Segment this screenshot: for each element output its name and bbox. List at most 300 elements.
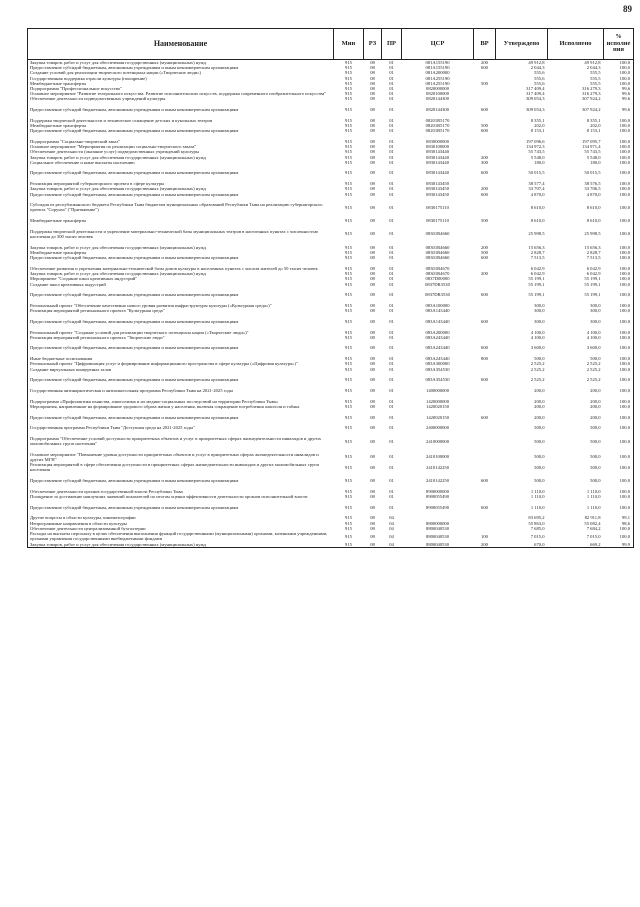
row-percent: 100,0	[619, 181, 630, 187]
row-percent: 100,0	[619, 292, 630, 298]
row-pr: 01	[389, 138, 394, 144]
row-rz: 08	[370, 302, 375, 308]
row-rz: 08	[370, 478, 375, 484]
row-percent: 100,0	[619, 170, 630, 176]
row-name: Реализация мероприятий губернаторского проекта в сфере культуры	[30, 181, 165, 187]
row-vr	[474, 452, 496, 462]
row-percent: 100,0	[619, 80, 630, 86]
row-approved: 500,0	[534, 356, 545, 362]
row-pr: 01	[389, 438, 394, 444]
row-pr: 01	[389, 387, 394, 393]
row-percent: 100,0	[619, 464, 630, 470]
row-executed: 3 600,0	[586, 345, 601, 351]
row-pr: 01	[389, 276, 394, 282]
row-pr: 01	[389, 377, 394, 383]
row-min: 915	[345, 80, 352, 86]
row-name: Подпрограмма "Социально-творческий заказ"	[30, 138, 121, 144]
row-percent: 100,0	[619, 159, 630, 165]
row-executed: 307 924,2	[582, 96, 601, 102]
row-vr	[474, 436, 496, 446]
row-csr: 0830143440	[426, 149, 449, 155]
row-executed: 2 525,2	[586, 377, 601, 383]
row-percent: 100,0	[619, 154, 630, 160]
row-rz: 08	[370, 366, 375, 372]
row-pr: 01	[389, 356, 394, 362]
row-percent: 100,0	[619, 281, 630, 287]
row-csr: 2410100000	[426, 454, 449, 460]
row-min: 915	[345, 488, 352, 494]
row-name: Закупка товаров, работ и услуг для обеспечения государственных (муниципальных) нужд	[30, 186, 206, 192]
row-approved: 555,6	[534, 75, 545, 81]
row-rz: 08	[370, 414, 375, 420]
row-percent: 100,0	[619, 318, 630, 324]
row-approved: 670,0	[534, 541, 545, 547]
row-name: Реализация мероприятий регионального проекта "Творческие люди"	[30, 334, 165, 340]
row-vr: 200	[481, 60, 488, 65]
row-vr: 600	[481, 65, 488, 71]
row-csr: 8900055490	[426, 494, 449, 500]
row-name: Региональный проект "Создание условий для реализации творческого потенциала нации («Творческие люди»)"	[30, 329, 249, 335]
row-pr: 01	[389, 318, 394, 324]
row-executed: 1 110,0	[586, 504, 601, 510]
col-header-executed: Исполнено	[548, 29, 604, 60]
row-name: Социальное обеспечение и иные выплаты населению	[30, 159, 135, 165]
row-percent: 100,0	[619, 403, 630, 409]
table-row	[28, 202, 634, 212]
row-executed: 180,0	[590, 159, 601, 165]
row-rz: 08	[370, 144, 375, 150]
row-name: Государственная поддержка отрасли культуры (поощрение)	[30, 75, 147, 81]
row-executed: 8 610,0	[586, 218, 601, 224]
row-vr: 500	[481, 123, 488, 129]
row-percent: 100,0	[619, 525, 630, 531]
row-name: Создание условий для реализации творческого потенциала нации («Творческие люди»)	[30, 70, 202, 76]
row-executed: 555,5	[590, 70, 601, 76]
table-row	[28, 462, 634, 472]
row-executed: 33 706,5	[584, 186, 601, 192]
col-header-min: Мин	[334, 29, 364, 60]
row-pr: 01	[389, 361, 394, 367]
row-percent: 100,0	[619, 387, 630, 393]
row-percent: 100,0	[619, 75, 630, 81]
row-approved: 83 695,2	[528, 515, 545, 521]
row-min: 915	[345, 403, 352, 409]
row-percent: 100,0	[619, 356, 630, 362]
row-executed: 8 610,0	[586, 204, 601, 210]
row-rz: 08	[370, 80, 375, 86]
row-percent: 100,0	[619, 414, 630, 420]
row-pr: 01	[389, 345, 394, 351]
row-min: 915	[345, 255, 352, 261]
row-name: Закупка товаров, работ и услуг для обеспечения государственных (муниципальных) нужд	[30, 244, 206, 250]
row-csr: 1420000000	[426, 398, 449, 404]
row-approved: 55 743,5	[528, 149, 545, 155]
row-percent: 100,0	[619, 204, 630, 210]
row-name: Расходы на выплаты персоналу в целях обеспечения выполнения функций государственными (муниципальными) органами, казенными учреждениями, органами управления государственными внебюджетными фондами	[30, 531, 328, 542]
row-approved: 200,0	[534, 398, 545, 404]
row-min: 915	[345, 149, 352, 155]
row-executed: 134 971,4	[582, 144, 601, 150]
row-executed: 2 525,2	[586, 366, 601, 372]
row-executed: 200,0	[590, 414, 601, 420]
row-vr: 300	[481, 159, 488, 165]
row-pr: 01	[389, 425, 394, 431]
row-approved: 200,0	[534, 387, 545, 393]
row-pr: 01	[389, 186, 394, 192]
row-min: 915	[345, 60, 352, 65]
row-percent: 100,0	[619, 361, 630, 367]
row-approved: 2 828,7	[530, 249, 545, 255]
row-name: Основное мероприятие "Повышение уровня доступности приоритетных объектов и услуг в приоритетных сферах жизнедеятельности инвалидов и других МГН"	[30, 451, 319, 463]
row-percent: 100,0	[619, 186, 630, 192]
row-rz: 08	[370, 249, 375, 255]
row-percent: 99,6	[621, 91, 630, 97]
row-csr: 0830143440	[426, 159, 449, 165]
row-pr: 01	[389, 96, 394, 102]
row-pr: 01	[389, 271, 394, 277]
row-pr: 01	[389, 478, 394, 484]
row-vr: 600	[481, 345, 488, 351]
row-csr: 083А300000	[425, 361, 450, 367]
row-approved: 500,0	[534, 425, 545, 431]
row-percent: 100,0	[619, 488, 630, 494]
row-percent: 100,0	[619, 494, 630, 500]
row-executed: 4 870,0	[586, 191, 601, 197]
row-vr: 600	[481, 255, 488, 261]
table-header-row	[28, 29, 634, 60]
row-percent: 100,0	[619, 60, 630, 65]
row-approved: 2 525,2	[530, 366, 545, 372]
row-vr: 100	[481, 533, 488, 539]
row-percent: 100,0	[619, 329, 630, 335]
row-name: Закупка товаров, работ и услуг для обеспечения государственных (муниципальных) нужд	[30, 271, 206, 277]
row-vr: 600	[481, 504, 488, 510]
row-name: Межбюджетные трансферты	[30, 123, 87, 129]
row-approved: 33 707,4	[528, 186, 545, 192]
row-min: 915	[345, 541, 352, 547]
row-approved: 38 577,4	[528, 181, 545, 187]
row-approved: 8 153,1	[530, 128, 545, 134]
row-approved: 4 100,0	[530, 334, 545, 340]
row-name: Предоставление субсидий бюджетным, автономным учреждениям и иным некоммерческим организациям	[30, 504, 239, 510]
row-executed: 82 911,8	[584, 515, 601, 521]
row-executed: 500,0	[590, 356, 601, 362]
row-csr: 0830143450	[426, 186, 449, 192]
row-csr: 2410142250	[426, 478, 449, 484]
row-executed: 307 924,2	[582, 107, 601, 113]
row-vr	[474, 202, 496, 212]
row-vr	[474, 462, 496, 472]
row-min: 915	[345, 292, 352, 298]
row-pr: 01	[389, 91, 394, 97]
row-min: 915	[345, 181, 352, 187]
row-executed: 55 199,1	[584, 276, 601, 282]
row-executed: 6 042,9	[586, 271, 601, 277]
row-name: Обеспечение деятельности органов государственной власти Республики Тыва	[30, 488, 183, 494]
row-approved: 8 610,0	[530, 218, 545, 224]
row-csr: 08301R4670	[425, 271, 450, 277]
row-name: Обеспечение деятельности подведомственных учреждений культуры	[30, 96, 166, 102]
row-percent: 100,0	[619, 454, 630, 460]
row-approved: 7 513,5	[530, 255, 545, 261]
col-header-vr: ВР	[474, 29, 496, 60]
row-name: Подпрограмма «Профилактика пьянства, алкоголизма и их медико-социальных последствий на территории Республики Тыва»	[30, 398, 279, 404]
row-approved: 202,0	[534, 123, 545, 129]
row-approved: 300,0	[534, 318, 545, 324]
table-row	[28, 229, 634, 239]
row-min: 915	[345, 191, 352, 197]
row-min: 915	[345, 454, 352, 460]
row-pr: 01	[389, 181, 394, 187]
row-min: 915	[345, 414, 352, 420]
row-vr: 600	[481, 170, 488, 176]
row-executed: 197 095,7	[582, 138, 601, 144]
row-executed: 55 082,4	[584, 520, 601, 526]
row-pr: 01	[389, 70, 394, 76]
table-row	[28, 436, 634, 446]
row-pr: 01	[389, 128, 394, 134]
row-rz: 08	[370, 334, 375, 340]
row-percent: 99,1	[621, 515, 630, 521]
row-csr: 08201R5170	[425, 128, 450, 134]
row-percent: 100,0	[619, 144, 630, 150]
row-percent: 100,0	[619, 398, 630, 404]
row-pr: 01	[389, 65, 394, 71]
row-min: 915	[345, 170, 352, 176]
row-approved: 2 525,2	[530, 361, 545, 367]
row-min: 915	[345, 117, 352, 123]
row-csr: 0830100000	[426, 144, 449, 150]
row-approved: 6 042,9	[530, 265, 545, 271]
row-csr: 083А243440	[425, 356, 450, 362]
row-percent: 99,9	[621, 541, 630, 547]
row-min: 915	[345, 249, 352, 255]
row-rz: 08	[370, 377, 375, 383]
row-executed: 300,0	[590, 302, 601, 308]
row-approved: 7 015,0	[530, 533, 545, 539]
row-csr: 8800040530	[426, 541, 449, 547]
row-min: 915	[345, 128, 352, 134]
row-pr: 01	[389, 60, 394, 65]
row-name: Поддержка творческой деятельности и техническое оснащение детских и кукольных театров	[30, 117, 213, 123]
row-rz: 08	[370, 281, 375, 287]
row-min: 915	[345, 231, 352, 237]
row-approved: 8 355,1	[530, 117, 545, 123]
row-percent: 100,0	[619, 478, 630, 484]
row-rz: 08	[370, 191, 375, 197]
row-rz: 08	[370, 123, 375, 129]
row-approved: 500,0	[534, 454, 545, 460]
col-header-percent: % исполне ния	[604, 29, 634, 60]
row-pr: 01	[389, 398, 394, 404]
row-min: 915	[345, 65, 352, 71]
row-csr: 083А354530	[425, 377, 450, 383]
row-name: Реализация мероприятий регионального проекта "Культурная среда"	[30, 308, 165, 314]
row-rz: 08	[370, 75, 375, 81]
row-vr: 600	[481, 128, 488, 134]
row-min: 915	[345, 438, 352, 444]
row-min: 915	[345, 123, 352, 129]
budget-table	[27, 28, 634, 548]
row-pr: 01	[389, 494, 394, 500]
row-percent: 100,0	[619, 149, 630, 155]
row-pr: 01	[389, 75, 394, 81]
row-pr: 01	[389, 454, 394, 460]
row-approved: 25 998,5	[528, 231, 545, 237]
row-pr: 01	[389, 249, 394, 255]
row-percent: 100,0	[619, 504, 630, 510]
row-rz: 08	[370, 186, 375, 192]
row-vr: 600	[481, 318, 488, 324]
row-min: 915	[345, 329, 352, 335]
row-rz: 08	[370, 533, 375, 539]
row-name: Предоставление субсидий бюджетным, автономным учреждениям и иным некоммерческим организациям	[30, 318, 239, 324]
row-pr: 01	[389, 255, 394, 261]
row-executed: 202,0	[590, 123, 601, 129]
row-csr: 0830143450	[426, 181, 449, 187]
row-min: 915	[345, 464, 352, 470]
row-executed: 50 015,5	[584, 170, 601, 176]
row-executed: 55 199,1	[584, 281, 601, 287]
row-csr: 081А155190	[425, 65, 450, 71]
row-approved: 2 525,2	[530, 377, 545, 383]
row-rz: 08	[370, 387, 375, 393]
row-csr: 083А100000	[425, 302, 450, 308]
row-rz: 08	[370, 96, 375, 102]
row-name: Межбюджетные трансферты	[30, 249, 87, 255]
row-min: 915	[345, 387, 352, 393]
row-rz: 08	[370, 149, 375, 155]
row-csr: 0830000000	[426, 138, 449, 144]
row-min: 915	[345, 75, 352, 81]
row-min: 915	[345, 334, 352, 340]
row-name: Иные бюджетные ассигнования	[30, 356, 93, 362]
row-name: Подпрограмма "Обеспечение условий доступности приоритетных объектов и услуг в приоритетных сферах жизнедеятельности инвалидов и других маломобильных групп населения"	[30, 435, 322, 447]
row-rz: 08	[370, 329, 375, 335]
row-executed: 2 044,3	[586, 65, 601, 71]
row-min: 915	[345, 144, 352, 150]
row-min: 915	[345, 525, 352, 531]
row-rz: 08	[370, 170, 375, 176]
row-pr: 01	[389, 159, 394, 165]
row-rz: 08	[370, 398, 375, 404]
row-pr: 01	[389, 80, 394, 86]
row-name: Предоставление субсидий бюджетным, автономным учреждениям и иным некоммерческим организациям	[30, 255, 239, 261]
row-vr: 600	[481, 292, 488, 298]
row-pr: 01	[389, 308, 394, 314]
row-rz: 08	[370, 181, 375, 187]
row-name: Другие вопросы в области культуры, кинематографии	[30, 515, 136, 521]
row-executed: 316 279,3	[582, 91, 601, 97]
row-min: 915	[345, 271, 352, 277]
row-csr: 0830175110	[426, 218, 449, 224]
row-vr: 500	[481, 249, 488, 255]
row-approved: 55 199,1	[528, 281, 545, 287]
row-min: 915	[345, 494, 352, 500]
row-pr: 01	[389, 107, 394, 113]
row-executed: 500,0	[590, 438, 601, 444]
row-name: Предоставление субсидий бюджетным, автономным учреждениям и иным некоммерческим организациям	[30, 107, 239, 113]
row-csr: 083А143440	[425, 308, 450, 314]
row-csr: 1420020150	[426, 403, 449, 409]
row-vr: 600	[481, 191, 488, 197]
row-csr: 083А243440	[425, 345, 450, 351]
row-rz: 08	[370, 70, 375, 76]
row-pr: 01	[389, 244, 394, 250]
row-min: 915	[345, 107, 352, 113]
row-csr: 0837D00000	[425, 276, 450, 282]
row-min: 915	[345, 281, 352, 287]
row-name: Предоставление субсидий бюджетным, автономным учреждениям и иным некоммерческим организациям	[30, 65, 239, 71]
row-approved: 197 096,6	[526, 138, 545, 144]
row-pr: 01	[389, 366, 394, 372]
row-name: Предоставление субсидий бюджетным, автономным учреждениям и иным некоммерческим организациям	[30, 170, 239, 176]
row-approved: 2 044,3	[530, 65, 545, 71]
row-percent: 99,6	[621, 96, 630, 102]
row-csr: 8800000000	[426, 520, 449, 526]
row-percent: 100,0	[619, 438, 630, 444]
row-executed: 500,0	[590, 425, 601, 431]
table-row	[28, 531, 634, 541]
row-csr: 8800040530	[426, 525, 449, 531]
row-csr: 1400000000	[426, 387, 449, 393]
row-approved: 55 863,0	[528, 520, 545, 526]
row-rz: 08	[370, 515, 375, 521]
row-vr: 600	[481, 478, 488, 484]
row-name: Закупка товаров, работ и услуг для обеспечения государственных (муниципальных) нужд	[30, 60, 206, 65]
row-vr: 200	[481, 154, 488, 160]
row-executed: 300,0	[590, 318, 601, 324]
row-percent: 100,0	[619, 334, 630, 340]
row-pr: 01	[389, 281, 394, 287]
row-rz: 08	[370, 454, 375, 460]
row-pr: 01	[389, 414, 394, 420]
row-csr: 08201R5170	[425, 117, 450, 123]
row-vr: 500	[481, 218, 488, 224]
row-name: Предоставление субсидий бюджетным, автономным учреждениям и иным некоммерческим организациям	[30, 292, 239, 298]
row-vr: 200	[481, 271, 488, 277]
row-pr: 01	[389, 86, 394, 92]
row-csr: 083А243440	[425, 334, 450, 340]
row-rz: 08	[370, 525, 375, 531]
row-csr: 0820144300	[426, 107, 449, 113]
page-number: 89	[623, 4, 632, 14]
row-min: 915	[345, 533, 352, 539]
row-csr: 2400000000	[426, 425, 449, 431]
row-pr: 04	[389, 515, 394, 521]
row-csr: 0830175110	[426, 204, 449, 210]
row-min: 915	[345, 186, 352, 192]
row-approved: 1 110,0	[530, 488, 545, 494]
row-rz: 08	[370, 117, 375, 123]
row-pr: 04	[389, 520, 394, 526]
row-approved: 55 199,1	[528, 276, 545, 282]
row-approved: 55 199,1	[528, 292, 545, 298]
row-percent: 100,0	[619, 308, 630, 314]
row-percent: 100,0	[619, 302, 630, 308]
row-min: 915	[345, 154, 352, 160]
col-header-csr: ЦСР	[402, 29, 474, 60]
row-percent: 100,0	[619, 70, 630, 76]
row-rz: 08	[370, 276, 375, 282]
row-pr: 01	[389, 504, 394, 510]
row-csr: 0820000000	[426, 86, 449, 92]
row-pr: 01	[389, 170, 394, 176]
row-name: Непрограммные направления в области культуры	[30, 520, 127, 526]
row-csr: 1420020150	[426, 414, 449, 420]
row-rz: 08	[370, 292, 375, 298]
row-percent: 98,6	[621, 520, 630, 526]
